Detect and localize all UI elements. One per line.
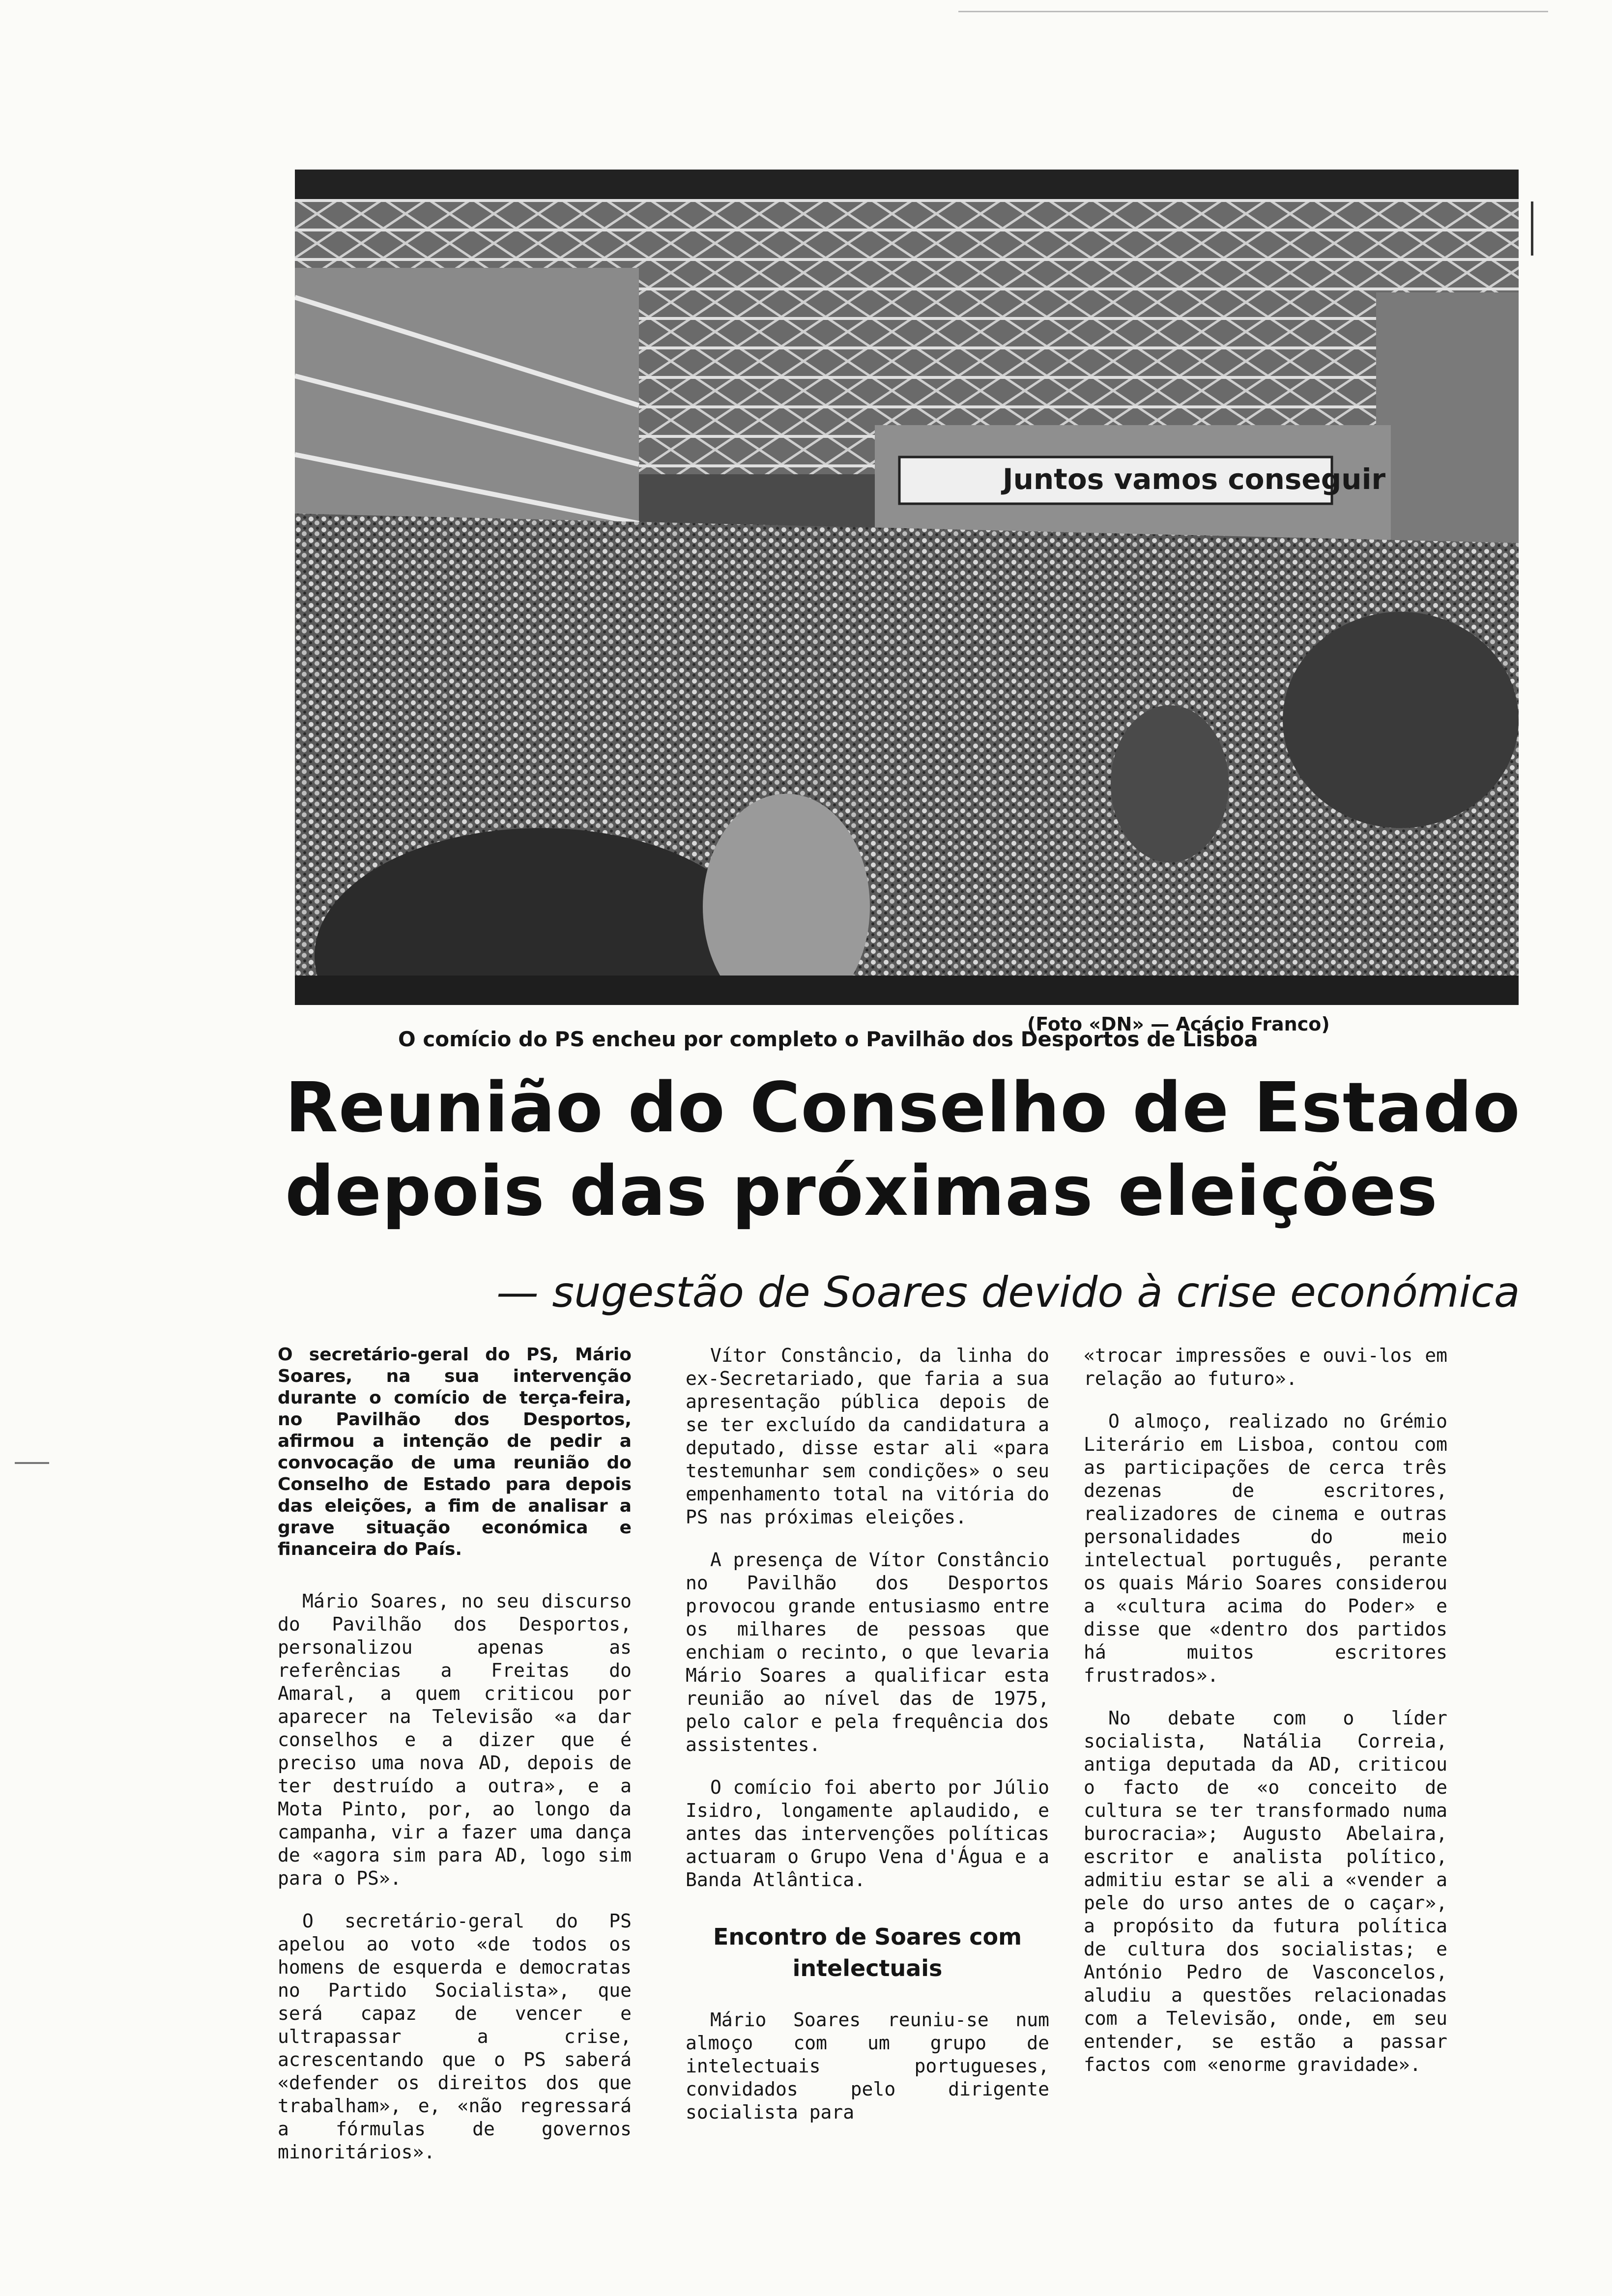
paragraph: O almoço, realizado no Grémio Literário em Lisboa, contou com as participações de cerca três dezenas de escritores, realizadores de cinema e outras personalidades do meio intelectual português, perante os quais Mário Soares considerou a «cultura acima do Poder» e disse que «dentro dos partidos há muitos escritores frustrados». (1084, 1410, 1447, 1686)
paragraph: Vítor Constâncio, da linha do ex-Secretariado, que faria a sua apresentação pública depois de se ter excluído da candidatura a deputado, disse estar ali «para testemunhar sem condições» o seu empenhamento total na vitória do PS nas próximas eleições. (686, 1345, 1049, 1528)
banner-text: Juntos vamos conseguir (1003, 462, 1386, 496)
headline-line-1: Reunião do Conselho de Estado (285, 1068, 1521, 1148)
scan-edge-mark (15, 1462, 49, 1464)
paragraph: «trocar impressões e ouvi-los em relação ao futuro». (1084, 1345, 1447, 1389)
headline-line-2: depois das próximas eleições (285, 1151, 1438, 1232)
scan-edge-mark (958, 11, 1548, 12)
article-column-1 (278, 1344, 632, 2183)
section-subhead: Encontro de Soares com intelectuais (713, 1923, 1022, 1981)
paragraph: A presença de Vítor Constâncio no Pavilhão dos Desportos provocou grande entusiasmo entre os milhares de pessoas que enchiam o recinto, o que levaria Mário Soares a qualificar esta reunião ao nível das de 1975, pelo calor e pela frequência dos assistentes. (686, 1549, 1049, 1755)
article-column-3 (1084, 1344, 1447, 2096)
article-column-2 (686, 1344, 1049, 2144)
scan-edge-mark (1531, 201, 1533, 256)
photo-caption: O comício do PS encheu por completo o Pavilhão dos Desportos de Lisboa (398, 1027, 1258, 1051)
paragraph: No debate com o líder socialista, Natália Correia, antiga deputada da AD, criticou o facto de «o conceito de cultura se ter transformado numa burocracia»; Augusto Abelaira, escritor e analista político, admitiu estar se ali a «vender a pele do urso antes de o caçar», a propósito da futura política de cultura dos socialistas; e António Pedro de Vasconcelos, aludiu a questões relacionadas com a Televisão, onde, em seu entender, se estão a passar factos com «enorme gravidade». (1084, 1707, 1447, 2075)
paragraph: O secretário-geral do PS apelou ao voto «de todos os homens de esquerda e democratas no Partido Socialista», que será capaz de vencer e ultrapassar a crise, acrescentando que o PS saberá «defender os direitos dos que trabalham», e, «não regressará a fórmulas de governos minoritários». (278, 1910, 632, 2163)
headline (285, 1066, 1563, 1234)
rally-photo (295, 170, 1519, 1005)
article-lead: O secretário-geral do PS, Mário Soares, na sua intervenção durante o comício de terça-feira, no Pavilhão dos Desportos, afirmou a intenção de pedir a convocação de uma reunião do Conselho de Estado para depois das eleições, a fim de analisar a grave situação económica e financeira do País. (278, 1345, 632, 1559)
photo-credit: (Foto «DN» — Acácio Franco) (1027, 1013, 1330, 1035)
paragraph: Mário Soares, no seu discurso do Pavilhão dos Desportos, personalizou apenas as referências a Freitas do Amaral, a quem criticou por aparecer na Televisão «a dar conselhos e a dizer que é preciso uma nova AD, depois de ter destruído a outra», e a Mota Pinto, por, ao longo da campanha, vir a fazer uma dança de «agora sim para AD, logo sim para o PS». (278, 1590, 632, 1889)
paragraph: Mário Soares reuniu-se num almoço com um grupo de intelectuais portugueses, convidados pelo dirigente socialista para (686, 2009, 1049, 2123)
subtitle: — sugestão de Soares devido à crise económica (496, 1268, 1520, 1317)
paragraph: O comício foi aberto por Júlio Isidro, longamente aplaudido, e antes das intervenções políticas actuaram o Grupo Vena d'Água e a Banda Atlântica. (686, 1777, 1049, 1891)
